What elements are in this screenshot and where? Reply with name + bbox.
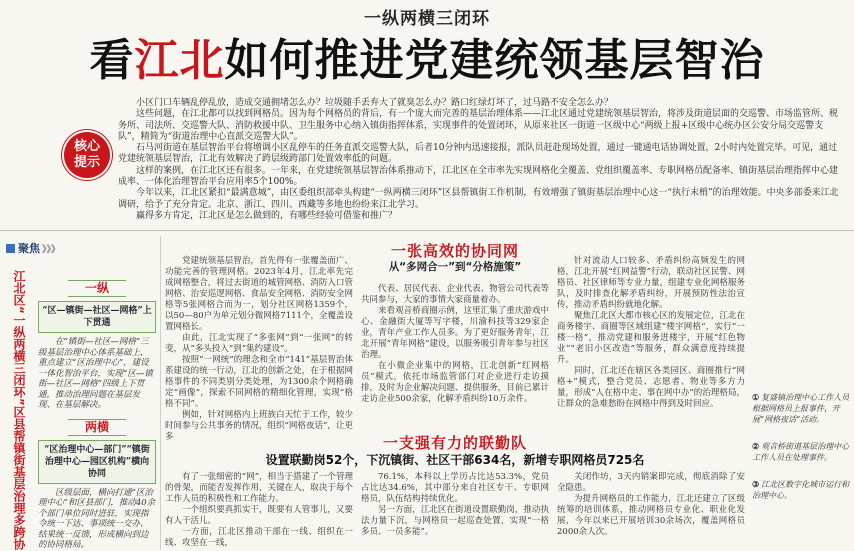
- core-hint-badge: [64, 132, 110, 178]
- article-paragraph: 来看观音桥商圈示例，这里汇集了重庆游戏中心、金融街大厦等写字楼，川渝科技等329家企业，青年产业工作人员多。为了更好服务青年，江北开展“青年网格”建设，以服务吸引青年参与社区治理。: [361, 306, 549, 360]
- article-paragraph: 针对流动人口较多、矛盾纠纷高频发生的网格，江北开展“红网益警”行动，联动社区民警、网格员、社区律师等专业力量，组建专业化网格服务队，及时排查化解矛盾纠纷，开展预防性法治宣传，推动矛盾纠纷就地化解。: [557, 256, 745, 310]
- article-paragraph: 为提升网格员的工作能力，江北还建立了区级统筹的培训体系，推动网格员专业化、职业化发展，今年以来已开展培训30余场次，覆盖网格员2000余人次。: [557, 494, 745, 537]
- article-paragraph: 代表、居民代表、企业代表、物管公司代表等共同参与，大家的事情大家商量着办。: [361, 284, 549, 305]
- article-column: [165, 256, 353, 442]
- sidebar-vertical-title: 江北区“一纵两横三闭环”区县帮镇街基层治理多跨协: [12, 270, 26, 550]
- headline-prefix: 看: [89, 35, 135, 86]
- article-paragraph: 一个组织要真抓实干，既要有人管事儿，又要有人干活儿。: [165, 505, 353, 526]
- section-2-headline: 一支强有力的联勤队: [382, 434, 527, 452]
- article-column: [165, 472, 353, 550]
- article-paragraph: 同时，江北还在辖区各类园区、商圈推行“网格+”模式，整合党员、志愿者、物业等多方力量，形成“人在格中走、事在网中办”的治理格局，让群众的急难愁盼在网格中得到及时回应。: [557, 366, 745, 409]
- article-paragraph: 另一方面，江北区在街道设置联勤岗，推动执法力量下沉，与网格员一起巡查处置，实现“一格多员、一员多能”。: [361, 505, 549, 537]
- section-2-heading: [165, 434, 745, 468]
- sidebar-text: 在“镇街—社区—网格”三级基层治理中心体系基础上，重点建立“区治理中心”，建设一体化智治平台，实现“区—镇街—社区—网格”四级上下贯通，推动治理问题在基层发现、在基层解决。: [38, 337, 153, 410]
- headline-highlight: 江北: [134, 35, 225, 86]
- intro-paragraph: 小区门口车辆乱停乱放，造成交通拥堵怎么办？垃圾随手丢弃大了就臭怎么办？路口红绿灯坏了，过马路不安全怎么办？: [136, 98, 614, 108]
- photo-captions: [752, 392, 850, 550]
- article-paragraph: 关闭作坊，3天内销案即完成，彻底消除了安全隐患。: [557, 472, 745, 493]
- section-1-heading: [361, 242, 549, 274]
- intro-paragraph: 赢得多方肯定，江北区是怎么做到的，有哪些经验可借鉴和推广？: [136, 210, 398, 221]
- caption-number: ①: [752, 392, 760, 402]
- caption-number: ②: [752, 441, 760, 451]
- section-1-headline: 一张高效的协同网: [390, 242, 519, 260]
- intro-paragraph: 这些问题，在江北都可以找到网格员。因为每个网格员的背后，有一个庞大而完善的基层治理体系——江北区通过党建统领基层智治，将涉及街道层面的交巡警、市场监管所、税务所、司法所、交巡警大队、消防救援中队、卫生服务中心纳入镇街指挥体系，实现事件的处置闭环，从原来社区一街道一区级中心“两级上报+区级中心统办区公安分局交巡警支队”，精简为“街道治理中心直派交巡警大队”。: [118, 109, 839, 142]
- article-paragraph: 一方面，江北区推动干部在一线、组织在一线、攻坚在一线，: [165, 527, 353, 548]
- intro-paragraph: 这样的案例，在江北区还有很多。一年来，在党建统领基层智治体系推动下，江北区在全市率先实现网格化全覆盖、党组织覆盖率、专职网格员配备率、镇街基层治理指挥中心建成率、一体化治理智治平台应用率5个100%。: [118, 165, 839, 188]
- sidebar-highlight-box: “区—镇街—社区—网格”上下贯通: [38, 301, 156, 333]
- focus-tag: [6, 240, 60, 256]
- section-2-subhead: 设置联勤岗52个，下沉镇街、社区干部634名，新增专职网格员725名: [265, 453, 645, 467]
- photo-caption: [752, 479, 850, 501]
- article-column: [361, 284, 549, 432]
- article-paragraph: 按照“一网统”的理念和全市“141”基层智治体系建设的统一行动，江北的创新之处，在于根据网格事件的不同类别分类处理，为1300余个网格确定“画像”，探索不同网格的精细化管理，实现“格格不同”。: [165, 355, 353, 409]
- article-paragraph: 党建统领基层智治，首先得有一张覆盖面广、功能完善的管理网格。2023年4月，江北率先完成网格整合，将过去街道的城管网格、消防入口管网格、治安巡逻网格、食品安全网格、消防安全网格等5张网格合而为一，划分社区网格1359个，以50—80户为单元划分微网格7111个，全覆盖设置网格长。: [165, 256, 353, 332]
- section-1-subhead: 从“多网合一”到“分格施策”: [388, 261, 522, 273]
- article-paragraph: 有了一张细密的“网”，相当于搭建了一个管理的骨架，而能否发挥作用，关键在人，取决于每个工作人员的积极性和工作能力。: [165, 472, 353, 504]
- article-column: [557, 256, 745, 432]
- caption-number: ③: [752, 479, 760, 489]
- main-headline: [0, 34, 854, 88]
- badge-line-2: 提示: [73, 155, 100, 170]
- column-divider: [160, 236, 161, 550]
- article-paragraph: 由此，江北实现了“多张网”到“一张网”的转变，从“多头投入”到“集约建设”。: [165, 333, 353, 354]
- section-divider: [0, 230, 854, 231]
- kicker-title: 一纵两横三闭环: [364, 9, 490, 29]
- badge-line-1: 核心: [73, 139, 100, 154]
- intro-paragraph: 石马河街道在基层智治平台将增调小区乱停车的任务直派交巡警大队，后者10分钟内迅速接报，派队员赶赴现场处置，通过一键通电话协调处置，2小时内处置完毕。可见，通过党建统领基层智治，江北有效解决了跨层级跨部门处置效率低的问题。: [118, 143, 838, 165]
- caption-text: 江北区数字化城市运行和治理中心。: [752, 480, 850, 500]
- sidebar-highlight-box: “区治理中心—部门”“镇街治理中心—园区机构”横向协同: [38, 440, 156, 484]
- article-paragraph: 在小微企业集中的网格，江北创新“红网格员”模式，依托市场监管部门对企业进行走访摸排，及时为企业解决问题、提供服务，目前已累计走访企业500余家，化解矛盾纠纷10万余件。: [361, 361, 549, 404]
- photo-caption: [752, 441, 850, 463]
- sidebar-text: 区级层面，横向打通“区治理中心”和区县部门，推动40余个部门单位同时进驻，实现指令统一下达、事项统一交办、结果统一反馈，形成横向到边的协同格局。: [38, 487, 156, 550]
- caption-text: 复盛镇治理中心工作人员根据网格员上报事件，开展“网格夜话”活动。: [752, 393, 850, 424]
- sidebar-content: [38, 280, 156, 550]
- article-paragraph: 76.1%，本科以上学历占比达53.3%，党员占比达34.6%，其中部分来自社区专干、专职网格员，队伍结构持续优化。: [361, 472, 549, 504]
- focus-tag-label: 聚焦: [18, 242, 40, 255]
- article-paragraph: 例如，针对网格内上班族白天忙于工作，较少时间参与公共事务的情况，组织“网格夜话”，让更多: [165, 410, 353, 442]
- photo-caption: [752, 392, 850, 425]
- square-bullet-icon: [6, 244, 15, 253]
- sidebar-label-horizontal: 两横: [68, 419, 126, 436]
- article-paragraph: 聚焦江北区大都市核心区的发展定位，江北在商务楼宇、商圈等区域组建“楼宇网格”，实行“一楼一格”，推动党建和服务进楼宇，开展“红色物业”“老旧小区改造”等服务，群众满意度持续提升。: [557, 311, 745, 365]
- core-hint-text: [118, 98, 840, 222]
- headline-suffix: 如何推进党建统领基层智治: [224, 35, 765, 86]
- article-column: [557, 472, 745, 550]
- double-arrow-icon: 》》》: [42, 245, 61, 255]
- sidebar-label-vertical: 一纵: [68, 280, 126, 297]
- intro-paragraph: 今年以来，江北区紧扣“最满意城”，由区委组织部牵头构建“一纵两横三闭环”区县帮镇街工作机制，有效增强了镇街基层治理中心这一“执行末梢”的治理效能。中央多部委来江北调研，给予了充分肯定。北京、浙江、四川、西藏等多地也纷纷来江北学习。: [118, 188, 839, 210]
- focus-sidebar: [0, 234, 160, 550]
- caption-text: 观音桥街道基层治理中心工作人员在处理事件。: [752, 442, 850, 462]
- article-column: [361, 472, 549, 550]
